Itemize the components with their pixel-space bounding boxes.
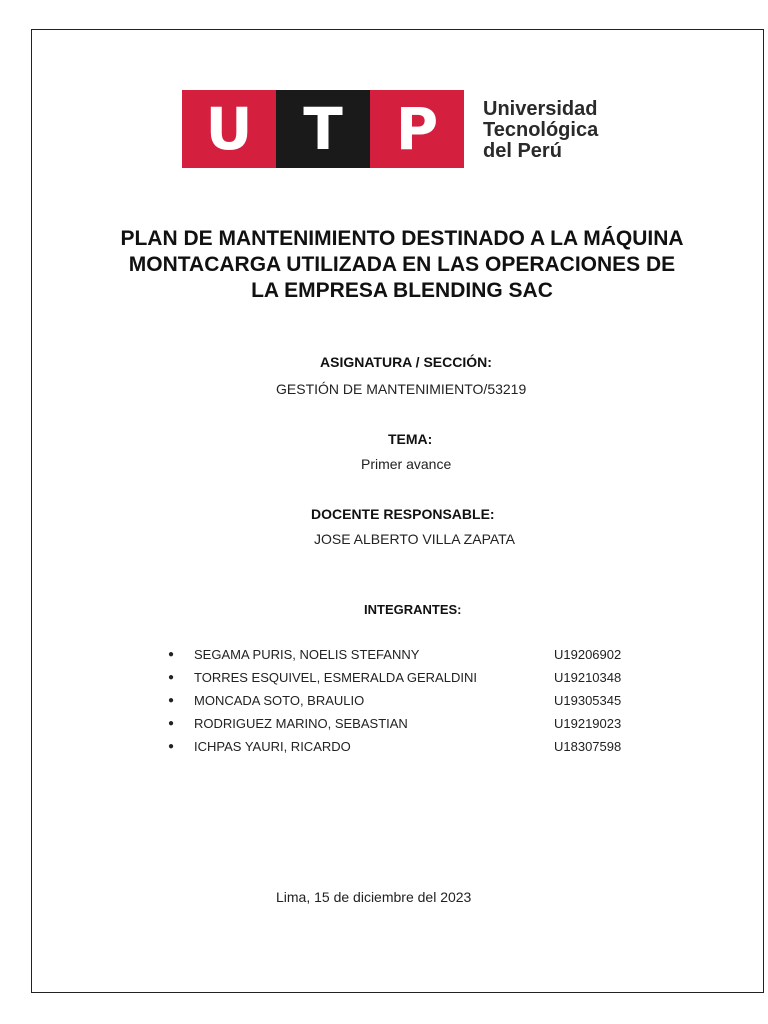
logo-wordmark bbox=[483, 99, 598, 162]
member-code: U19219023 bbox=[554, 716, 622, 731]
list-item bbox=[168, 692, 638, 715]
member-name: SEGAMA PURIS, NOELIS STEFANNY bbox=[194, 647, 420, 662]
logo-letter-t: T bbox=[276, 90, 370, 168]
member-name: RODRIGUEZ MARINO, SEBASTIAN bbox=[194, 716, 408, 731]
member-name: TORRES ESQUIVEL, ESMERALDA GERALDINI bbox=[194, 670, 477, 685]
teacher-value: JOSE ALBERTO VILLA ZAPATA bbox=[314, 531, 516, 547]
list-item bbox=[168, 646, 638, 669]
bullet: ● bbox=[168, 718, 175, 729]
logo-letter-p: P bbox=[370, 90, 464, 168]
member-code: U19206902 bbox=[554, 647, 622, 662]
teacher-label: DOCENTE RESPONSABLE: bbox=[311, 506, 495, 522]
logo-wordmark-line: Universidad bbox=[483, 98, 598, 120]
list-item bbox=[168, 738, 638, 761]
logo-letter-u: U bbox=[182, 90, 276, 168]
course-label: ASIGNATURA / SECCIÓN: bbox=[320, 354, 492, 370]
title-line: MONTACARGA UTILIZADA EN LAS OPERACIONES DE bbox=[128, 253, 676, 276]
logo-wordmark-line: del Perú bbox=[483, 140, 562, 162]
list-item bbox=[168, 715, 638, 738]
bullet: ● bbox=[168, 741, 175, 752]
member-name: MONCADA SOTO, BRAULIO bbox=[194, 693, 365, 708]
title-line: LA EMPRESA BLENDING SAC bbox=[251, 279, 553, 302]
list-item bbox=[168, 669, 638, 692]
topic-value: Primer avance bbox=[361, 456, 452, 472]
topic-label: TEMA: bbox=[388, 431, 433, 447]
logo-wordmark-line: Tecnológica bbox=[483, 119, 599, 141]
members-list bbox=[168, 646, 638, 761]
member-code: U19305345 bbox=[554, 693, 622, 708]
course-value: GESTIÓN DE MANTENIMIENTO/53219 bbox=[276, 381, 527, 397]
member-code: U19210348 bbox=[554, 670, 622, 685]
bullet: ● bbox=[168, 695, 175, 706]
title-line: PLAN DE MANTENIMIENTO DESTINADO A LA MÁQUINA bbox=[120, 227, 684, 250]
utp-logo bbox=[182, 90, 622, 168]
place-date: Lima, 15 de diciembre del 2023 bbox=[276, 889, 472, 905]
bullet: ● bbox=[168, 649, 175, 660]
bullet: ● bbox=[168, 672, 175, 683]
member-code: U18307598 bbox=[554, 739, 622, 754]
document-title bbox=[60, 226, 744, 304]
member-name: ICHPAS YAURI, RICARDO bbox=[194, 739, 351, 754]
members-label: INTEGRANTES: bbox=[364, 602, 462, 617]
